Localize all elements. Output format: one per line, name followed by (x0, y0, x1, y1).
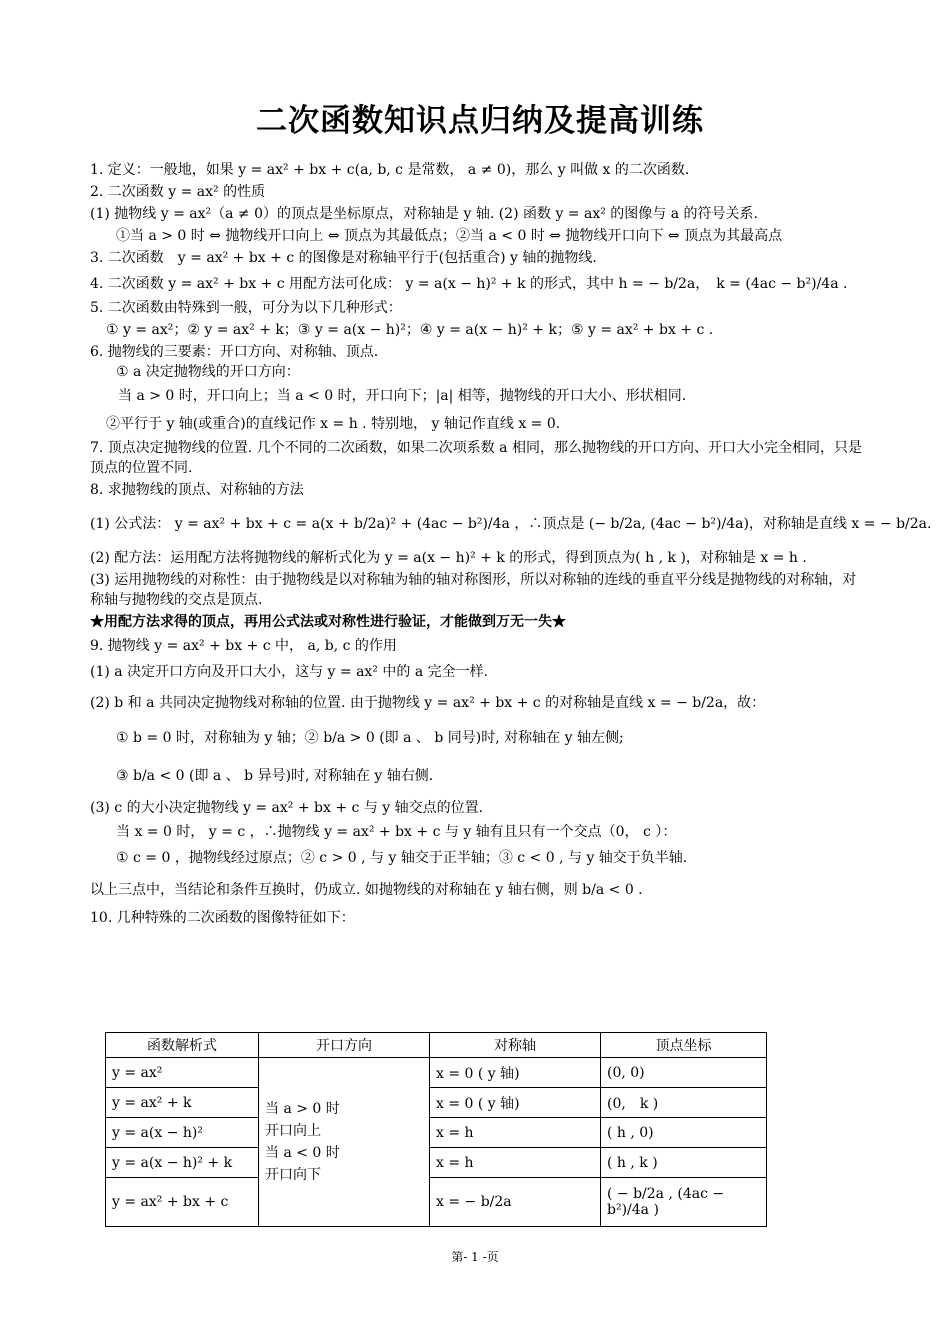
text-line: 10. 几种特殊的二次函数的图像特征如下： (90, 910, 355, 926)
text-line: ① b = 0 时，对称轴为 y 轴；② b/a > 0 (即 a 、 b 同号)时, 对称轴在 y 轴左侧; (116, 730, 624, 746)
table-row (106, 1088, 767, 1118)
features-table (105, 1032, 767, 1227)
highlight-line: ★用配方法求得的顶点，再用公式法或对称性进行验证，才能做到万无一失★ (90, 614, 566, 630)
formula-cell: y = ax² + bx + c (106, 1178, 259, 1227)
direction-line: 当 a < 0 时 (265, 1145, 340, 1161)
text-paragraph: 7. 顶点决定抛物线的位置. 几个不同的二次函数，如果二次项系数 a 相同，那么抛物线的开口方向、开口大小完全相同，只是顶点的位置不同. (90, 440, 862, 476)
text-line: 5. 二次函数由特殊到一般，可分为以下几种形式： (90, 300, 402, 316)
text-line: 2. 二次函数 y = ax² 的性质 (90, 184, 266, 200)
text-line: ① a 决定抛物线的开口方向： (116, 364, 300, 380)
text-line: ① c = 0 ，抛物线经过原点；② c > 0 , 与 y 轴交于正半轴；③ c < 0 , 与 y 轴交于负半轴. (116, 850, 688, 866)
column-header: 函数解析式 (106, 1033, 259, 1058)
text-line: 3. 二次函数 y = ax² + bx + c 的图像是对称轴平行于(包括重合) y 轴的抛物线. (90, 250, 597, 266)
text-line: 以上三点中，当结论和条件互换时，仍成立. 如抛物线的对称轴在 y 轴右侧，则 b/a < 0 . (90, 882, 643, 898)
axis-cell: x = h (430, 1118, 601, 1148)
vertex-cell: (0, 0) (601, 1058, 767, 1088)
column-header: 对称轴 (430, 1033, 601, 1058)
page-number: 第- 1 -页 (451, 1250, 499, 1264)
text-line: ①当 a > 0 时 ⇔ 抛物线开口向上 ⇔ 顶点为其最低点；②当 a < 0 时 ⇔ 抛物线开口向下 ⇔ 顶点为其最高点 (116, 228, 783, 244)
direction-line: 开口向下 (265, 1167, 321, 1183)
text-line: (3) c 的大小决定抛物线 y = ax² + bx + c 与 y 轴交点的位置. (90, 800, 484, 816)
table-row (106, 1118, 767, 1148)
direction-cell (259, 1058, 430, 1227)
text-line: 1. 定义：一般地，如果 y = ax² + bx + c(a, b, c 是常数， a ≠ 0)，那么 y 叫做 x 的二次函数. (90, 162, 690, 178)
vertex-cell: ( h , k ) (601, 1148, 767, 1178)
page-title: 二次函数知识点归纳及提高训练 (256, 103, 704, 139)
table-row (106, 1058, 767, 1088)
column-header: 顶点坐标 (601, 1033, 767, 1058)
axis-cell: x = h (430, 1148, 601, 1178)
text-line: (1) 抛物线 y = ax²（a ≠ 0）的顶点是坐标原点，对称轴是 y 轴. (2) 函数 y = ax² 的图像与 a 的符号关系. (90, 206, 758, 222)
text-line: 6. 抛物线的三要素：开口方向、对称轴、顶点. (90, 344, 379, 360)
table-row (106, 1178, 767, 1227)
text-line: ① y = ax²；② y = ax² + k；③ y = a(x − h)²；④ y = a(x − h)² + k；⑤ y = ax² + bx + c . (106, 322, 714, 338)
text-line: 4. 二次函数 y = ax² + bx + c 用配方法可化成： y = a(x − h)² + k 的形式，其中 h = − b/2a， k = (4ac − b²)/4a . (90, 276, 848, 292)
text-line: (1) a 决定开口方向及开口大小，这与 y = ax² 中的 a 完全一样. (90, 664, 489, 680)
formula-cell: y = ax² + k (106, 1088, 259, 1118)
formula-cell: y = a(x − h)² + k (106, 1148, 259, 1178)
formula-cell: y = ax² (106, 1058, 259, 1088)
axis-cell: x = − b/2a (430, 1178, 601, 1227)
vertex-cell: ( − b/2a , (4ac − b²)/4a ) (601, 1178, 767, 1227)
table-header-row (106, 1033, 767, 1058)
axis-cell: x = 0 ( y 轴) (430, 1058, 601, 1088)
column-header: 开口方向 (259, 1033, 430, 1058)
text-line: ③ b/a < 0 (即 a 、 b 异号)时, 对称轴在 y 轴右侧. (116, 768, 434, 784)
direction-line: 开口向上 (265, 1123, 321, 1139)
text-line: 当 a > 0 时，开口向上；当 a < 0 时，开口向下；|a| 相等，抛物线的开口大小、形状相同. (118, 388, 687, 404)
vertex-cell: ( h , 0) (601, 1118, 767, 1148)
text-paragraph: (3) 运用抛物线的对称性：由于抛物线是以对称轴为轴的轴对称图形，所以对称轴的连线的垂直平分线是抛物线的对称轴，对称轴与抛物线的交点是顶点. (90, 572, 857, 608)
text-line: (1) 公式法： y = ax² + bx + c = a(x + b/2a)² + (4ac − b²)/4a ，∴顶点是 (− b/2a, (4ac − b²)/4a)，对称轴是直线 x = − b/2a. (90, 516, 932, 532)
document-body (90, 96, 932, 928)
table-row (106, 1148, 767, 1178)
direction-line: 当 a > 0 时 (265, 1101, 340, 1117)
text-line: ②平行于 y 轴(或重合)的直线记作 x = h . 特别地， y 轴记作直线 x = 0. (106, 416, 561, 432)
axis-cell: x = 0 ( y 轴) (430, 1088, 601, 1118)
text-line: (2) 配方法：运用配方法将抛物线的解析式化为 y = a(x − h)² + k 的形式，得到顶点为( h , k )，对称轴是 x = h . (90, 550, 807, 566)
text-line: (2) b 和 a 共同决定抛物线对称轴的位置. 由于抛物线 y = ax² + bx + c 的对称轴是直线 x = − b/2a，故： (90, 695, 766, 711)
text-line: 9. 抛物线 y = ax² + bx + c 中， a, b, c 的作用 (90, 638, 397, 654)
vertex-cell: (0, k ) (601, 1088, 767, 1118)
text-line: 当 x = 0 时， y = c ，∴抛物线 y = ax² + bx + c 与 y 轴有且只有一个交点（0， c ）： (116, 824, 677, 840)
text-line: 8. 求抛物线的顶点、对称轴的方法 (90, 482, 304, 498)
formula-cell: y = a(x − h)² (106, 1118, 259, 1148)
